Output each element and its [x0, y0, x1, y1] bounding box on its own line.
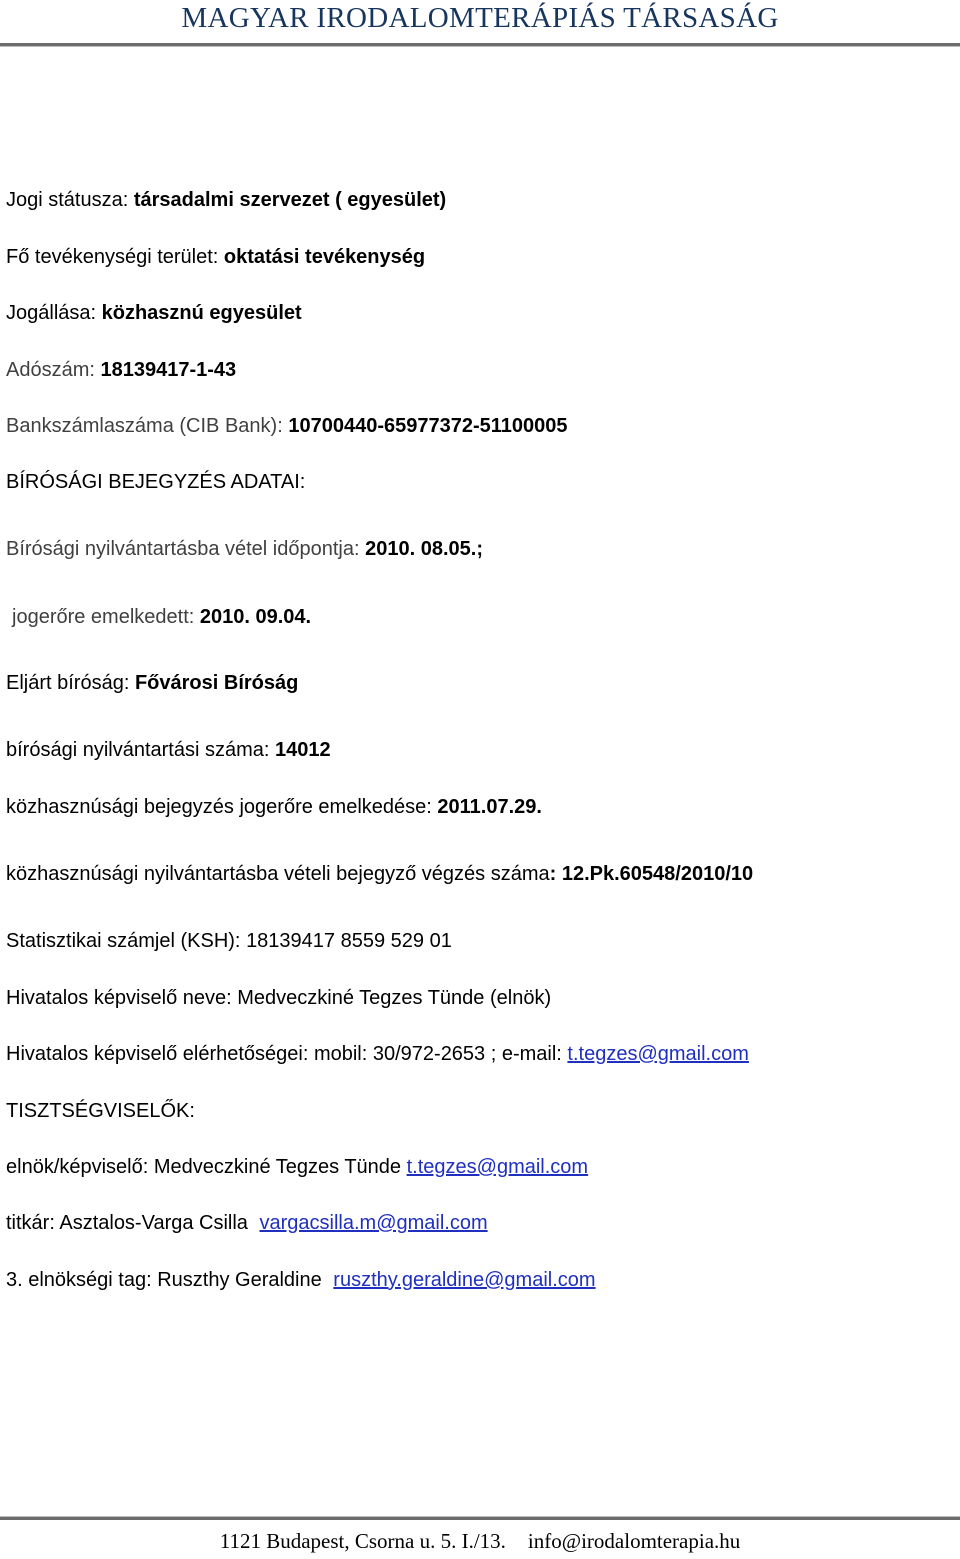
legal-standing-value: közhasznú egyesület: [101, 302, 302, 324]
public-benefit-effective-line: [6, 794, 542, 820]
officer-role-name: titkár: Asztalos-Varga Csilla: [6, 1212, 254, 1234]
court-reg-number-value: 14012: [275, 739, 331, 761]
representative-name-line: [6, 985, 551, 1011]
effective-date-label: jogerőre emelkedett:: [12, 606, 200, 628]
tax-number-line: [6, 357, 236, 383]
officer-item-board-member: [6, 1267, 596, 1293]
court-section-title: BÍRÓSÁGI BEJEGYZÉS ADATAI:: [6, 471, 306, 493]
officer-email-link[interactable]: vargacsilla.m@gmail.com: [259, 1212, 488, 1234]
officer-item-president: [6, 1154, 588, 1180]
court-line: [6, 670, 298, 696]
legal-status-label: Jogi státusza:: [6, 189, 134, 211]
representative-name-label: Hivatalos képviselő neve:: [6, 987, 238, 1009]
registration-date-line: [6, 536, 483, 562]
footer-email: info@irodalomterapia.hu: [527, 1529, 741, 1553]
stat-number-label: Statisztikai számjel (KSH):: [6, 930, 247, 952]
tax-number-value: 18139417-1-43: [100, 359, 237, 381]
main-activity-line: [6, 244, 425, 270]
court-reg-number-label: bírósági nyilvántartási száma:: [6, 739, 276, 761]
representative-contact-label: Hivatalos képviselő elérhetőségei: mobil: 30/972-2653 ; e-mail:: [6, 1043, 568, 1065]
registration-date-label: Bírósági nyilvántartásba vétel időpontja:: [6, 538, 366, 560]
officer-role-name: elnök/képviselő: Medveczkiné Tegzes Tünde: [6, 1156, 407, 1178]
representative-name-value: Medveczkiné Tegzes Tünde (elnök): [237, 987, 552, 1009]
public-benefit-order-line: [6, 861, 753, 887]
effective-date-value: 2010. 09.04.: [199, 606, 312, 628]
public-benefit-effective-value: 2011.07.29.: [437, 796, 542, 818]
officer-email-link[interactable]: t.tegzes@gmail.com: [406, 1156, 589, 1178]
representative-contact-line: [6, 1041, 749, 1067]
main-activity-label: Fő tevékenységi terület:: [6, 246, 224, 268]
legal-standing-line: [6, 300, 302, 326]
court-label: Eljárt bíróság:: [6, 672, 135, 694]
court-value: Fővárosi Bíróság: [134, 672, 299, 694]
officer-email-link[interactable]: ruszthy.geraldine@gmail.com: [333, 1269, 596, 1291]
legal-standing-label: Jogállása:: [6, 302, 102, 324]
bank-account-label: Bankszámlaszáma (CIB Bank):: [6, 415, 289, 437]
header-divider: [0, 43, 960, 47]
footer-address: 1121 Budapest, Csorna u. 5. I./13.: [219, 1529, 506, 1553]
officers-title: TISZTSÉGVISELŐK:: [6, 1100, 195, 1122]
officer-item-secretary: [6, 1210, 488, 1236]
main-activity-value: oktatási tevékenység: [223, 246, 426, 268]
public-benefit-effective-label: közhasznúsági bejegyzés jogerőre emelkedése:: [6, 796, 438, 818]
officer-role-name: 3. elnökségi tag: Ruszthy Geraldine: [6, 1269, 328, 1291]
court-reg-number-line: [6, 737, 331, 763]
bank-account-line: [6, 413, 568, 439]
public-benefit-order-label: közhasznúsági nyilvántartásba vételi bejegyző végzés száma: [6, 863, 550, 885]
legal-status-line: [6, 187, 446, 213]
tax-number-label: Adószám:: [6, 359, 101, 381]
footer-divider: [0, 1516, 960, 1520]
legal-status-value: társadalmi szervezet ( egyesület): [133, 189, 447, 211]
bank-account-value: 10700440-65977372-51100005: [288, 415, 568, 437]
representative-email-link[interactable]: t.tegzes@gmail.com: [567, 1043, 749, 1065]
effective-date-line: [12, 604, 311, 630]
registration-date-value: 2010. 08.05.;: [365, 538, 483, 560]
stat-number-line: [6, 928, 452, 954]
page-header-title: MAGYAR IRODALOMTERÁPIÁS TÁRSASÁG: [181, 2, 779, 34]
page-footer: [0, 1529, 960, 1554]
public-benefit-order-value: : 12.Pk.60548/2010/10: [549, 863, 754, 885]
stat-number-value: 18139417 8559 529 01: [246, 930, 452, 952]
